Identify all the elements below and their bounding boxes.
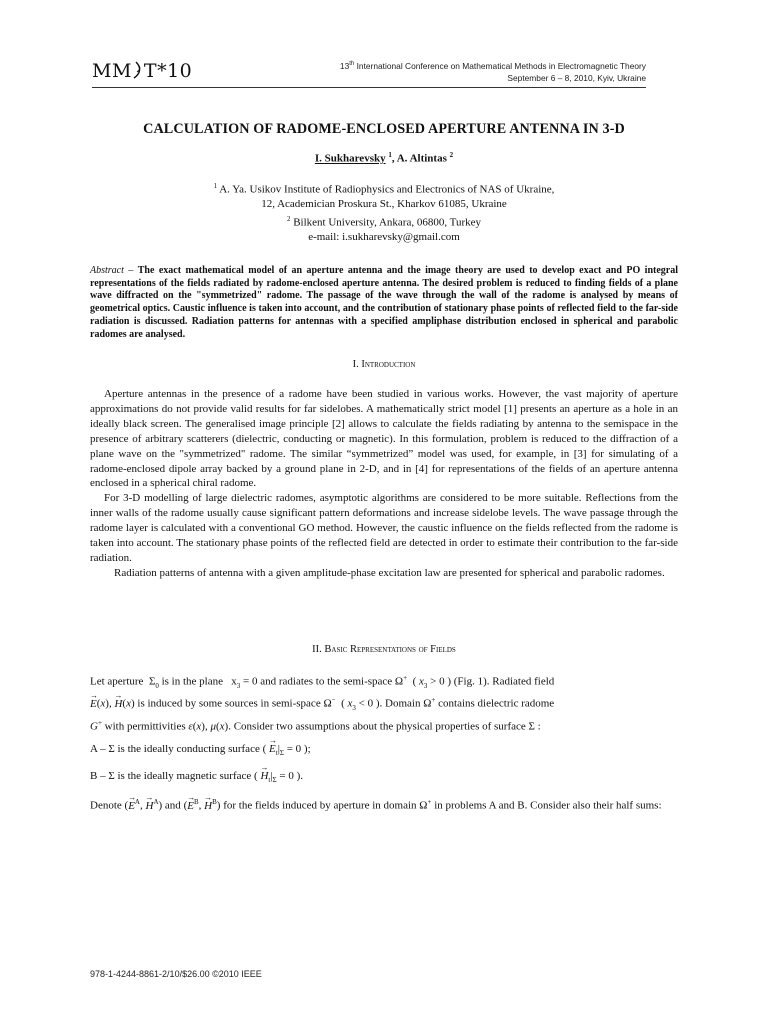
section-heading-fields: II. Basic Representations of Fields (312, 644, 456, 655)
fields-body (90, 671, 678, 821)
affiliations: $^1$ A. Ya. Usikov Institute of Radiophysics and Electronics of NAS of Ukraine, 12, Academician Proskura St., Kharkov 61085, Ukraine $^2$ Bilkent University, Ankara, 06800, Turkey e-mail: i.sukharevsky@gmail.com (0, 179, 768, 245)
conference-info: 13th International Conference on Mathematical Methods in Electromagnetic Theory September 6 – 8, 2010, Kyiv, Ukraine (339, 60, 646, 83)
paper-title: CALCULATION OF RADOME-ENCLOSED APERTURE ANTENNA IN 3-D (143, 121, 625, 137)
footer-copyright: 978-1-4244-8861-2/10/$26.00 ©2010 IEEE (90, 969, 262, 979)
math-paragraph: Let aperture $\Sigma_0$ is in the plane $x_3 = 0$ and radiates to the semi-space Ω+ ( $x_3 > 0$ ) (Fig. 1). Radiated field → E(x), → H(x) is induced by some sources in semi-space Ω− ( $x_3 < 0$ ). Domain Ω+ contains dielectric radome G+ with permittivities ε(x), μ(x). Consider two assumptions about the physical properties of surface Σ : (90, 671, 678, 734)
logo-swirl-icon (132, 60, 144, 80)
paragraph: For 3-D modelling of large dielectric radomes, asymptotic algorithms are considered to be more suitable. Reflections from the inner walls of the radome usually cause significant pattern deformations and increase sidelobe levels. The wave passage through the radome layer is calculated with a conventional GO method. However, the caustic influence on the fields reflected from the radome is taken into account. The stationary phase points of the reflected field are detected in order to estimate their contribution to the far-side radiation. (90, 492, 678, 564)
section-heading-introduction: I. Introduction (352, 359, 416, 370)
math-paragraph: B – Σ is the ideally magnetic surface ( → $H_t|_\Sigma = 0$ ). (90, 769, 678, 788)
paragraph: Aperture antennas in the presence of a radome have been studied in various works. However, the vast majority of aperture approximations do not provide valid results for far sidelobes. A mathematically strict model [1] presents an aperture as a hole in an ideally black screen. The generalised image principle [2] allows to calculate the fields radiating by antenna to the semispace in the presence of arbitrary scatterers (dielectric, conducting or magnetic). In this formulation, problem is reduced to the diffraction of a plane wave on the "symmetrized" radome. The similar “symmetrized” model was used, for example, in [3] for simulating of a radome-enclosed dipole array backed by a ground plane in 2-D, and in [4] for representations of the fields of an aperture antenna enclosed in a spherical chiral radome. (90, 388, 678, 490)
paragraph: Radiation patterns of antenna with a given amplitude-phase excitation law are presented for spherical and parabolic radomes. (114, 566, 665, 579)
conference-logo: MM T*10 (92, 60, 193, 82)
authors: I. Sukharevsky $^1$, A. Altintas $^2$ (314, 151, 454, 165)
email: e-mail: i.sukharevsky@gmail.com (308, 231, 460, 244)
math-paragraph: A – Σ is the ideally conducting surface ( → $E_t|_\Sigma = 0$ ); (90, 742, 678, 761)
math-paragraph: Denote (→ $E^A$, → $H^A$) and (→ $E^B$, → $H^B$) for the fields induced by aperture in domain Ω+ in problems A and B. Consider also their half sums: (90, 795, 678, 813)
abstract: Abstract – The exact mathematical model of an aperture antenna and the image theory are used to develop exact and PO integral representations of the fields radiated by radome-enclosed aperture antenna. The desired problem is reduced to finding fields of a plane wave diffracted on the "symmetrized" radome. The passage of the wave through the wall of the radome is analysed by means of geometrical optics. Caustic influence is taken into account, and the contribution of stationary phase points of reflected field to the far-side radiation is discussed. Radiation patterns for antennas with a specified ampliphase distribution enclosed in spherical and parabolic radomes are analysed. (90, 265, 678, 340)
introduction-body (90, 387, 678, 581)
header-rule (92, 87, 646, 88)
